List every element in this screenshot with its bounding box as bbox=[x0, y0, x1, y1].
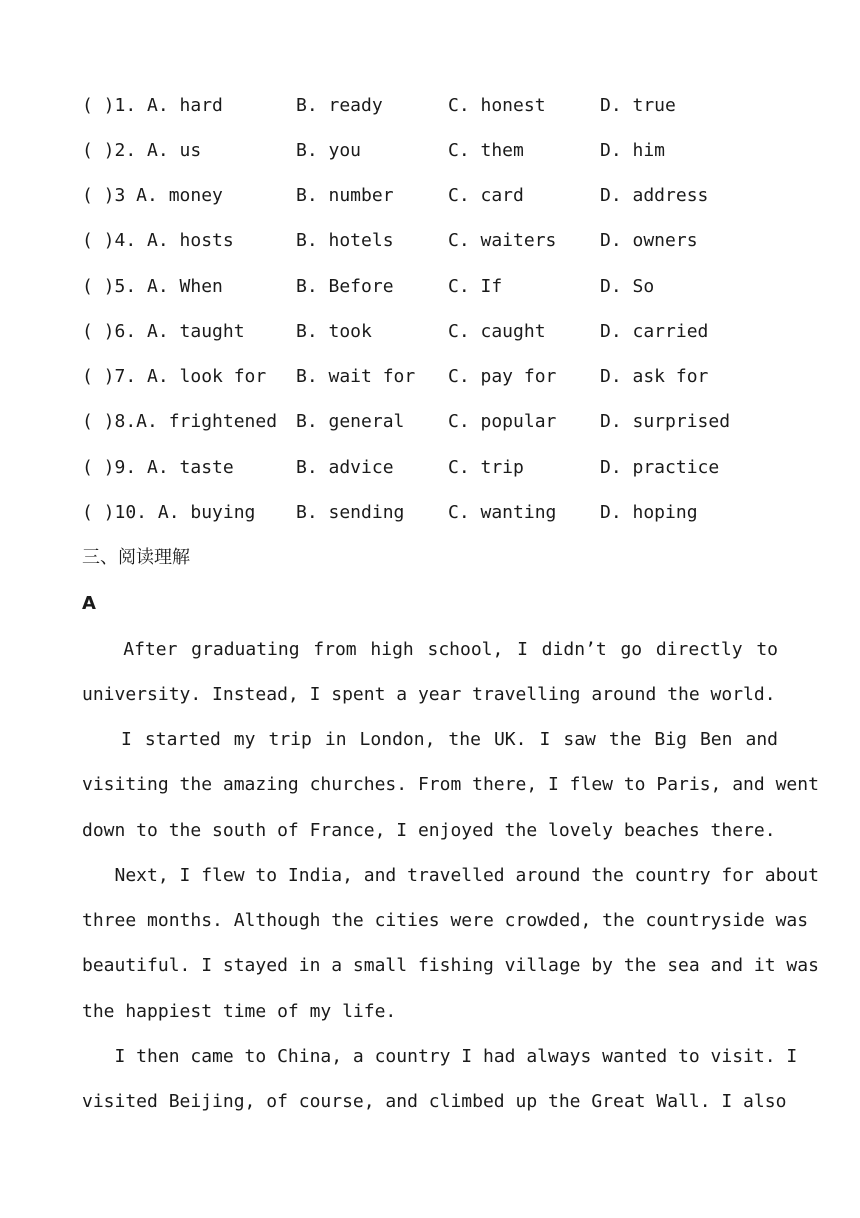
passage-line: visited Beijing, of course, and climbed up the Great Wall. I also bbox=[82, 1091, 787, 1112]
passage-line: I started my trip in London, the UK. I saw the Big Ben and bbox=[82, 729, 778, 750]
question-option-d: D. true bbox=[600, 95, 676, 116]
passage-line: the happiest time of my life. bbox=[82, 1001, 397, 1022]
question-row-6 bbox=[82, 320, 709, 344]
passage-label: A bbox=[82, 593, 96, 614]
question-row-9 bbox=[82, 456, 720, 480]
question-option-c: C. caught bbox=[448, 321, 546, 342]
question-option-c: C. wanting bbox=[448, 502, 557, 523]
question-row-1 bbox=[82, 94, 676, 118]
question-row-8 bbox=[82, 410, 731, 434]
question-option-c: C. If bbox=[448, 276, 503, 297]
question-option-b: B. advice bbox=[296, 457, 394, 478]
question-option-b: B. hotels bbox=[296, 230, 394, 251]
question-option-d: D. ask for bbox=[600, 366, 709, 387]
question-option-a: ( )8.A. frightened bbox=[82, 411, 278, 432]
question-option-a: ( )1. A. hard bbox=[82, 95, 223, 116]
question-option-c: C. honest bbox=[448, 95, 546, 116]
question-option-c: C. trip bbox=[448, 457, 524, 478]
passage-line: visiting the amazing churches. From there, I flew to Paris, and went bbox=[82, 774, 819, 795]
section-heading: 三、阅读理解 bbox=[82, 547, 190, 568]
question-option-d: D. address bbox=[600, 185, 709, 206]
passage-line: three months. Although the cities were crowded, the countryside was bbox=[82, 910, 809, 931]
question-option-b: B. sending bbox=[296, 502, 405, 523]
question-row-4 bbox=[82, 229, 698, 253]
question-option-d: D. So bbox=[600, 276, 655, 297]
passage-line: down to the south of France, I enjoyed the lovely beaches there. bbox=[82, 820, 776, 841]
question-option-b: B. took bbox=[296, 321, 372, 342]
question-row-10 bbox=[82, 501, 698, 525]
question-row-5 bbox=[82, 275, 655, 299]
question-option-a: ( )2. A. us bbox=[82, 140, 202, 161]
question-row-7 bbox=[82, 365, 709, 389]
question-option-d: D. surprised bbox=[600, 411, 731, 432]
question-option-d: D. carried bbox=[600, 321, 709, 342]
question-option-d: D. him bbox=[600, 140, 666, 161]
question-option-a: ( )6. A. taught bbox=[82, 321, 245, 342]
question-option-a: ( )3 A. money bbox=[82, 185, 223, 206]
question-option-a: ( )5. A. When bbox=[82, 276, 223, 297]
passage-line: beautiful. I stayed in a small fishing village by the sea and it was bbox=[82, 955, 819, 976]
question-row-3 bbox=[82, 184, 709, 208]
passage-line: After graduating from high school, I didn’t go directly to bbox=[82, 639, 778, 660]
question-option-b: B. number bbox=[296, 185, 394, 206]
question-option-d: D. hoping bbox=[600, 502, 698, 523]
question-option-a: ( )9. A. taste bbox=[82, 457, 234, 478]
question-row-2 bbox=[82, 139, 666, 163]
question-option-a: ( )10. A. buying bbox=[82, 502, 256, 523]
question-option-b: B. you bbox=[296, 140, 362, 161]
question-option-a: ( )4. A. hosts bbox=[82, 230, 234, 251]
question-option-c: C. card bbox=[448, 185, 524, 206]
question-option-c: C. popular bbox=[448, 411, 557, 432]
question-option-a: ( )7. A. look for bbox=[82, 366, 267, 387]
question-option-d: D. owners bbox=[600, 230, 698, 251]
question-option-c: C. pay for bbox=[448, 366, 557, 387]
question-option-c: C. them bbox=[448, 140, 524, 161]
passage-line: university. Instead, I spent a year travelling around the world. bbox=[82, 684, 776, 705]
passage-line: I then came to China, a country I had always wanted to visit. I bbox=[82, 1046, 798, 1067]
question-option-d: D. practice bbox=[600, 457, 720, 478]
question-option-b: B. general bbox=[296, 411, 405, 432]
question-option-b: B. wait for bbox=[296, 366, 416, 387]
question-option-b: B. Before bbox=[296, 276, 394, 297]
question-option-b: B. ready bbox=[296, 95, 383, 116]
question-option-c: C. waiters bbox=[448, 230, 557, 251]
passage-line: Next, I flew to India, and travelled around the country for about bbox=[82, 865, 819, 886]
